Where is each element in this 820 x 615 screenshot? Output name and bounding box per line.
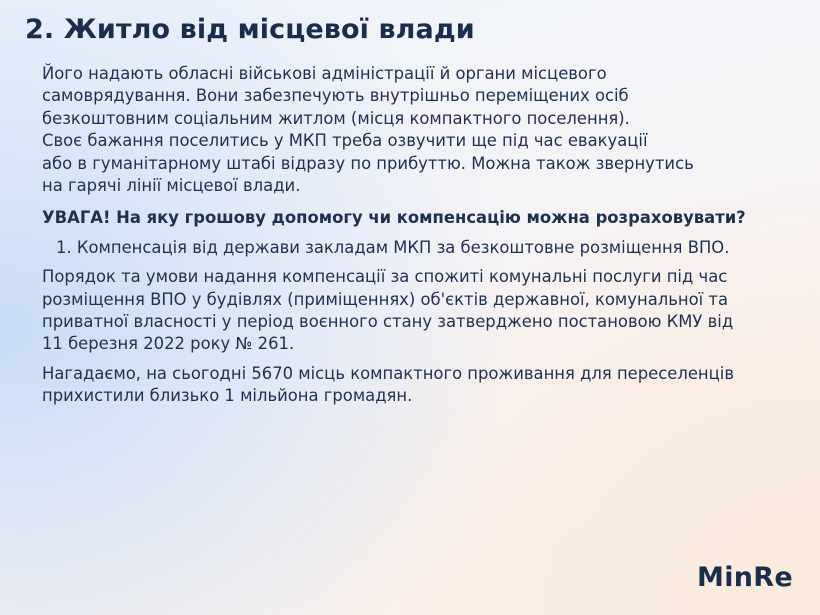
procedure-line: розміщення ВПО у будівлях (приміщеннях) об'єктів державної, комунальної та xyxy=(42,289,728,309)
compensation-list xyxy=(42,237,802,259)
intro-line: самоврядування. Вони забезпечують внутрішньо переміщених осіб xyxy=(42,86,629,106)
content-body xyxy=(42,63,802,408)
procedure-line: 11 березня 2022 року № 261. xyxy=(42,334,295,354)
intro-paragraph xyxy=(42,63,802,197)
reminder-line: прихистили близько 1 мільйона громадян. xyxy=(42,386,413,406)
reminder-line: Нагадаємо, на сьогодні 5670 місць компактного проживання для переселенців xyxy=(42,363,734,383)
page-title: 2. Житло від місцевої влади xyxy=(25,14,475,45)
procedure-paragraph xyxy=(42,266,802,356)
intro-line: на гарячі лінії місцевої влади. xyxy=(42,176,301,196)
intro-line: безкоштовним соціальним житлом (місця компактного поселення). xyxy=(42,108,630,128)
reminder-paragraph xyxy=(42,363,802,408)
list-item: 1. Компенсація від держави закладам МКП за безкоштовне розміщення ВПО. xyxy=(56,237,730,257)
brand-logo: MinRe xyxy=(697,562,793,593)
procedure-line: Порядок та умови надання компенсації за спожиті комунальні послуги під час xyxy=(42,267,728,287)
intro-line: або в гуманітарному штабі відразу по прибуттю. Можна також звернутись xyxy=(42,153,694,173)
intro-line: Його надають обласні військові адміністрації й органи місцевого xyxy=(42,64,607,83)
intro-line: Своє бажання поселитись у МКП треба озвучити ще під час евакуації xyxy=(42,131,648,151)
warning-heading: УВАГА! На яку грошову допомогу чи компенсацію можна розраховувати? xyxy=(42,208,746,228)
procedure-line: приватної власності у період воєнного стану затверджено постановою КМУ від xyxy=(42,312,734,332)
